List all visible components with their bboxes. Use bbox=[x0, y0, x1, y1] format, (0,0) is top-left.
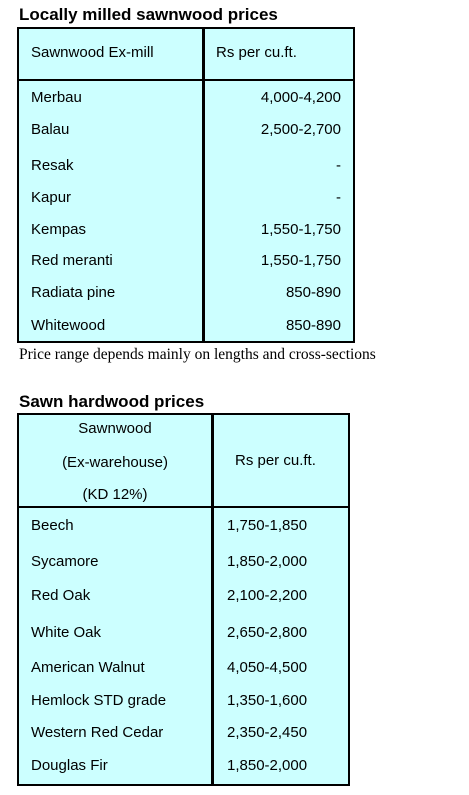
row-name: White Oak bbox=[31, 624, 102, 641]
price-range-note: Price range depends mainly on lengths and cross-sections bbox=[19, 346, 376, 363]
header-divider bbox=[19, 506, 348, 508]
header-sawnwood-line: Sawnwood bbox=[78, 420, 152, 437]
row-price: 4,000-4,200 bbox=[260, 89, 341, 106]
row-price: 850-890 bbox=[285, 284, 341, 301]
row-name: Kapur bbox=[31, 189, 72, 206]
row-price: 1,550-1,750 bbox=[260, 252, 341, 269]
header-price: Rs per cu.ft. bbox=[235, 452, 316, 469]
row-price: 4,050-4,500 bbox=[227, 659, 308, 676]
row-name: Merbau bbox=[31, 89, 82, 106]
row-name: Douglas Fir bbox=[31, 757, 108, 774]
header-ex-warehouse-line: (Ex-warehouse) bbox=[62, 454, 168, 471]
header-divider bbox=[19, 79, 353, 81]
column-divider bbox=[202, 29, 205, 341]
table1-title: Locally milled sawnwood prices bbox=[19, 5, 278, 24]
header-sawnwood-ex-mill: Sawnwood Ex-mill bbox=[31, 44, 154, 61]
row-price: 1,850-2,000 bbox=[227, 757, 308, 774]
row-name: Resak bbox=[31, 157, 74, 174]
row-name: Sycamore bbox=[31, 553, 99, 570]
row-price: 850-890 bbox=[285, 317, 341, 334]
row-name: Whitewood bbox=[31, 317, 106, 334]
sawn-hardwood-prices-table bbox=[17, 413, 350, 786]
row-name: Beech bbox=[31, 517, 74, 534]
row-price: - bbox=[336, 189, 341, 206]
row-price: 1,550-1,750 bbox=[260, 221, 341, 238]
locally-milled-prices-table bbox=[17, 27, 355, 343]
row-price: 2,650-2,800 bbox=[227, 624, 308, 641]
row-price: 1,750-1,850 bbox=[227, 517, 308, 534]
row-price: 2,350-2,450 bbox=[227, 724, 308, 741]
table2-title: Sawn hardwood prices bbox=[19, 392, 205, 411]
header-kd-line: (KD 12%) bbox=[82, 486, 148, 503]
row-name: Red Oak bbox=[31, 587, 91, 604]
row-name: Western Red Cedar bbox=[31, 724, 164, 741]
row-name: Kempas bbox=[31, 221, 87, 238]
row-price: 2,500-2,700 bbox=[260, 121, 341, 138]
row-price: 2,100-2,200 bbox=[227, 587, 308, 604]
column-divider bbox=[211, 415, 214, 784]
row-name: Balau bbox=[31, 121, 70, 138]
row-price: - bbox=[336, 157, 341, 174]
row-name: American Walnut bbox=[31, 659, 145, 676]
row-price: 1,850-2,000 bbox=[227, 553, 308, 570]
row-price: 1,350-1,600 bbox=[227, 692, 308, 709]
row-name: Hemlock STD grade bbox=[31, 692, 167, 709]
row-name: Radiata pine bbox=[31, 284, 116, 301]
header-price: Rs per cu.ft. bbox=[216, 44, 297, 61]
row-name: Red meranti bbox=[31, 252, 113, 269]
